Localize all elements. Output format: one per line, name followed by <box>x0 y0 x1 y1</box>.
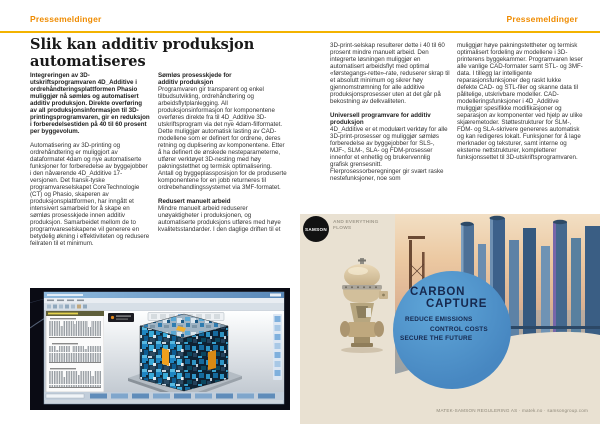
ad-headline-line2: CAPTURE <box>426 298 488 310</box>
ad-footer-contact: MATEK-SAMSON REGULERING AS · matek.no · samsongroup.com <box>436 408 588 413</box>
right-column-2 <box>457 42 583 212</box>
right-page-columns <box>330 42 583 212</box>
header-rule <box>0 31 600 33</box>
article-title: Slik kan additiv produksjon automatiseres <box>30 36 255 70</box>
ad-subline-1: REDUCE EMISSIONS <box>405 316 473 323</box>
subheading: Sømløs prosesskjede for additiv produksjon <box>158 72 232 86</box>
samson-logo-text: SAMSON <box>305 226 327 232</box>
ad-subline-3: SECURE THE FUTURE <box>400 335 473 342</box>
samson-logo <box>303 216 329 242</box>
ad-subline-2: CONTROL COSTS <box>430 325 488 333</box>
body-paragraph: Automatisering av 3D-printing og ordrehåndtering er muliggjort av dataformatet 4dam og nye automatiserte funksjoner for forberedelse av byggejobber i den nåværende 4D_Additive 17-versjonen. Det fransk-tyske programvareselskapet CoreTechnologie (CT) og Phasio, skaperen av produksjonsplattformen, har inngått et intensivert samarbeid for å skape en sømløs prosesskjede innen additiv produksjon. Samarbeidet mellom de to programvareselskapene vil generere en betydelig økning i effektiviteten og redusere feilraten til et minimum. <box>30 142 150 247</box>
body-paragraph: muliggjør høye pakningstettheter og termisk optimalisert fordeling av modellene i 3D-printerens byggekammer. Programvaren leser alle vanlige CAD-formater samt STL- og 3MF-data. I tillegg lar intelligente reparasjonsfunksjoner deg raskt lukke defekte CAD- og STL-filer og skanne data til pålitelige, utskrivbare modeller. CAD-modelleringsfunksjoner i 4D_Additive muliggjør spesifikke modifikasjoner og separasjon av komponenter ved hjelp av ulike skjæremetoder. Støttestrukturer for SLM-, FDM- og SLA-skrivere genereres automatisk og kan redigeres lokalt. Funksjoner for å lage merknader og teksturer, samt interne og eksterne nettstrukturer, kompletterer funksjonssettet til 3D-utskriftsprogramvaren. <box>457 42 583 161</box>
subheading: Redusert manuelt arbeid <box>158 198 231 205</box>
samson-advertisement <box>300 214 600 424</box>
ad-headline-line1: CARBON <box>410 286 466 298</box>
body-paragraph: 4D_Additive er et modulært verktøy for alle 3D-print-prosesser og muliggjør sømløs forberedelse av byggejobber for SLS-, MJF-, SLM-, SLA- og FDM-prosesser innenfor et enhetlig og brukervennlig grafisk grensesnitt. Flerprosessorberegninger gir svært raske nestefunksjoner, noe som <box>330 126 448 182</box>
section-kicker-left: Pressemeldinger <box>30 14 102 24</box>
left-column-2 <box>158 72 288 284</box>
samson-tagline: AND EVERYTHING FLOWS <box>333 220 379 231</box>
right-column-1 <box>330 42 450 212</box>
body-paragraph: Programvaren gir transparent og enkel tilbudsutvikling, ordrehåndtering og arbeidsflytplanlegging. All produksjonsinformasjon for komponentene overføres direkte fra til 4D_Additive 3D-utskriftsprogram via det nye 4dam-filformatet. Dette muliggjør automatisk lasting av CAD-modellene som er definert for ordrene, deres retning og duplisering av komponentene. Etter å ha definert de ønskede nesteparameterne, utfører verktøyet 3D-nesting med høy pakningstetthet og termisk optimalisering. Antall og byggeplassposisjon for de produserte komponentene for en jobb returneres til ordrebehandlingssystemet via 3MF-formatet. <box>158 86 287 191</box>
section-kicker-right: Pressemeldinger <box>506 14 578 24</box>
intro-paragraph: Integreringen av 3D-utskriftsprogramvaren 4D_Additive i ordrehåndteringsplattformen Phasio muliggjør nå sømløs og automatisert additiv produksjon. Direkte overføring av all produksjonsinformasjon til 3D-printingsprogramvaren, gir en reduksjon i forberedelsestiden på 40 til 60 prosent per byggevolum. <box>30 72 150 135</box>
left-column-1 <box>30 72 150 284</box>
body-paragraph: Mindre manuelt arbeid reduserer unøyaktigheter i produksjonen, og automatiserte produksjons utføres med høye kvalitetsstandarder. I den daglige driften til et <box>158 205 281 233</box>
body-paragraph: 3D-print-selskap resulterer dette i 40 til 60 prosent mindre manuelt arbeid. Den integrerte løsningen muliggjør en automatisert arbeidsflyt med optimal «førstegangs-rette»-rate, reduserer skrap til et absolutt minimum og sikrer høy gjennomstrømning for alle additive produksjonsprosesser uten at det går på bekostning av delkvaliteten. <box>330 42 450 105</box>
left-page-columns <box>30 72 288 284</box>
subheading: Universell programvare for additiv produksjon <box>330 112 431 126</box>
control-valve-illustration <box>328 258 398 353</box>
cad-screenshot <box>30 288 290 410</box>
carbon-capture-circle <box>393 271 511 389</box>
